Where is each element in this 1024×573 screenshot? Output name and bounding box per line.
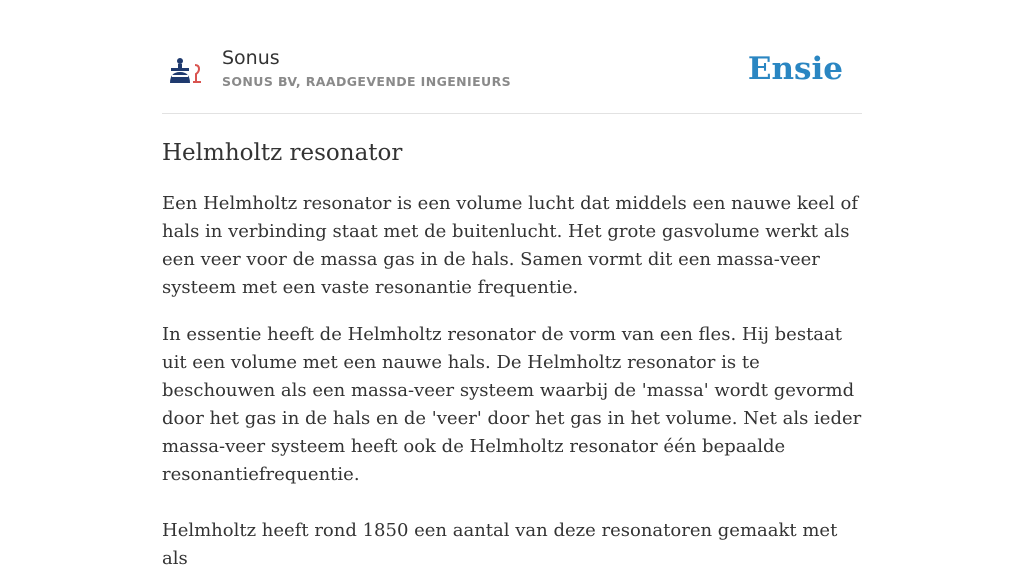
article-paragraph: Een Helmholtz resonator is een volume lucht dat middels een nauwe keel of hals in verbinding staat met de buitenlucht. Het grote gasvolume werkt als een veer voor de massa gas in de hals. Samen vormt dit een massa-veer systeem met een vaste resonantie frequentie.	[162, 193, 859, 298]
header	[162, 0, 862, 114]
brand-logo[interactable]: Ensie	[747, 51, 843, 87]
page	[162, 0, 862, 573]
sonus-logo-icon	[168, 55, 204, 87]
article-paragraph: In essentie heeft de Helmholtz resonator de vorm van een fles. Hij bestaat uit een volume met een nauwe hals. De Helmholtz resonator is te beschouwen als een massa-veer systeem waarbij de 'massa' wordt gevormd door het gas in de hals en de 'veer' door het gas in het volume. Net als ieder massa-veer systeem heeft ook de Helmholtz resonator één bepaalde resonantiefrequentie.	[162, 324, 862, 485]
author-name[interactable]: Sonus	[222, 47, 280, 69]
article-paragraph: Helmholtz heeft rond 1850 een aantal van deze resonatoren gemaakt met als	[162, 520, 838, 569]
article-title: Helmholtz resonator	[162, 140, 403, 166]
article-body	[162, 190, 862, 573]
author-subtitle: SONUS BV, RAADGEVENDE INGENIEURS	[222, 74, 512, 89]
